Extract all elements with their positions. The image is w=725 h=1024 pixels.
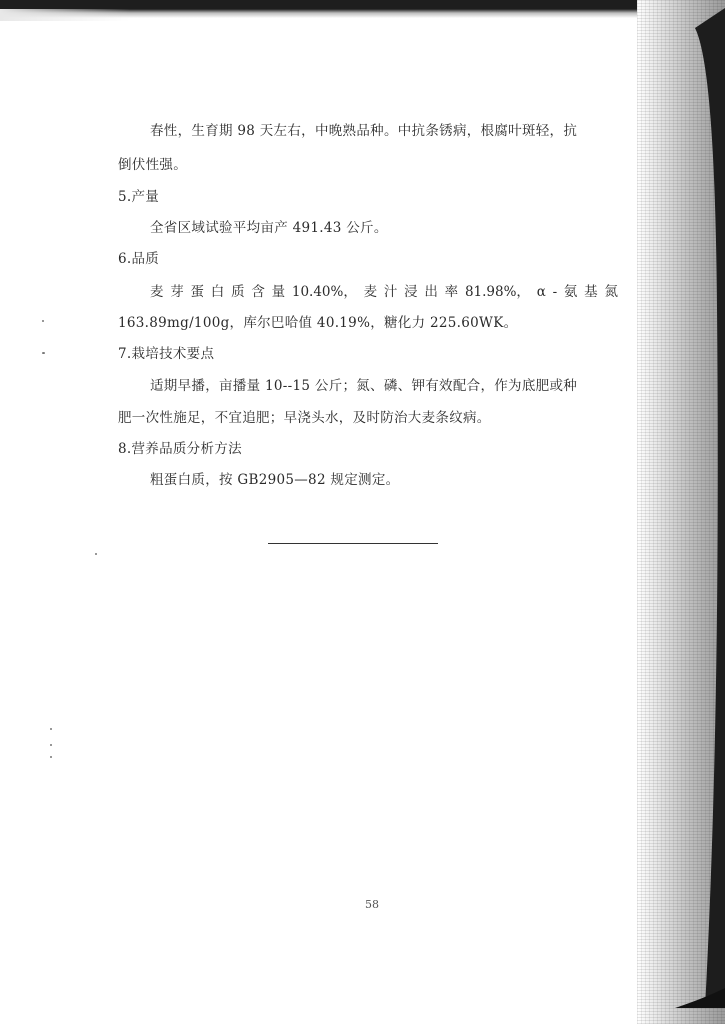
quality-char: 白: [210, 284, 225, 300]
section-heading-analysis-method: 8.营养品质分析方法: [118, 441, 242, 457]
quality-char: 麦: [150, 284, 164, 300]
section-heading-quality: 6.品质: [118, 251, 160, 267]
quality-char: 氮: [604, 284, 618, 300]
quality-value: 81.98%，: [464, 284, 530, 300]
scan-speck: [50, 756, 52, 758]
scan-speck: [95, 553, 97, 555]
scan-speck: [50, 728, 52, 730]
scan-top-edge-fade: [0, 9, 130, 21]
quality-char: α: [536, 284, 546, 300]
quality-char: 麦: [363, 284, 378, 300]
scan-speck: [42, 320, 44, 322]
yield-text: 全省区域试验平均亩产 491.43 公斤。: [150, 220, 388, 236]
paragraph-line-1: 春性，生育期 98 天左右，中晚熟品种。中抗条锈病，根腐叶斑轻，抗: [150, 123, 578, 139]
scan-speck: [42, 352, 45, 354]
quality-line-1: [150, 283, 618, 301]
cultivation-line-2: 肥一次性施足，不宜追肥；早浇头水，及时防治大麦条纹病。: [118, 410, 491, 426]
quality-line-2: 163.89mg/100g，库尔巴哈值 40.19%，糖化力 225.60WK。: [118, 315, 518, 331]
quality-char: 蛋: [190, 284, 205, 300]
cultivation-line-1: 适期早播，亩播量 10--15 公斤；氮、磷、钾有效配合，作为底肥或种: [150, 378, 578, 394]
quality-value: 10.40%，: [291, 284, 357, 300]
analysis-method-text: 粗蛋白质，按 GB2905—82 规定测定。: [150, 472, 400, 488]
quality-char: 浸: [404, 284, 418, 300]
quality-char: 芽: [170, 284, 184, 300]
quality-char: 含: [251, 284, 265, 300]
page-curl-edge: [665, 8, 725, 1008]
quality-char: 出: [424, 284, 438, 300]
quality-char: -: [552, 284, 558, 300]
quality-char: 质: [231, 284, 245, 300]
quality-char: 氨: [563, 284, 578, 300]
scan-speck: [50, 744, 52, 746]
section-heading-cultivation: 7.栽培技术要点: [118, 346, 215, 362]
quality-char: 率: [444, 284, 459, 300]
end-divider-line: [268, 543, 438, 544]
paragraph-line-2: 倒伏性强。: [118, 157, 187, 173]
page-number: 58: [365, 898, 379, 911]
quality-char: 汁: [383, 284, 398, 300]
quality-char: 量: [271, 284, 286, 300]
section-heading-yield: 5.产量: [118, 189, 160, 205]
quality-char: 基: [584, 284, 598, 300]
